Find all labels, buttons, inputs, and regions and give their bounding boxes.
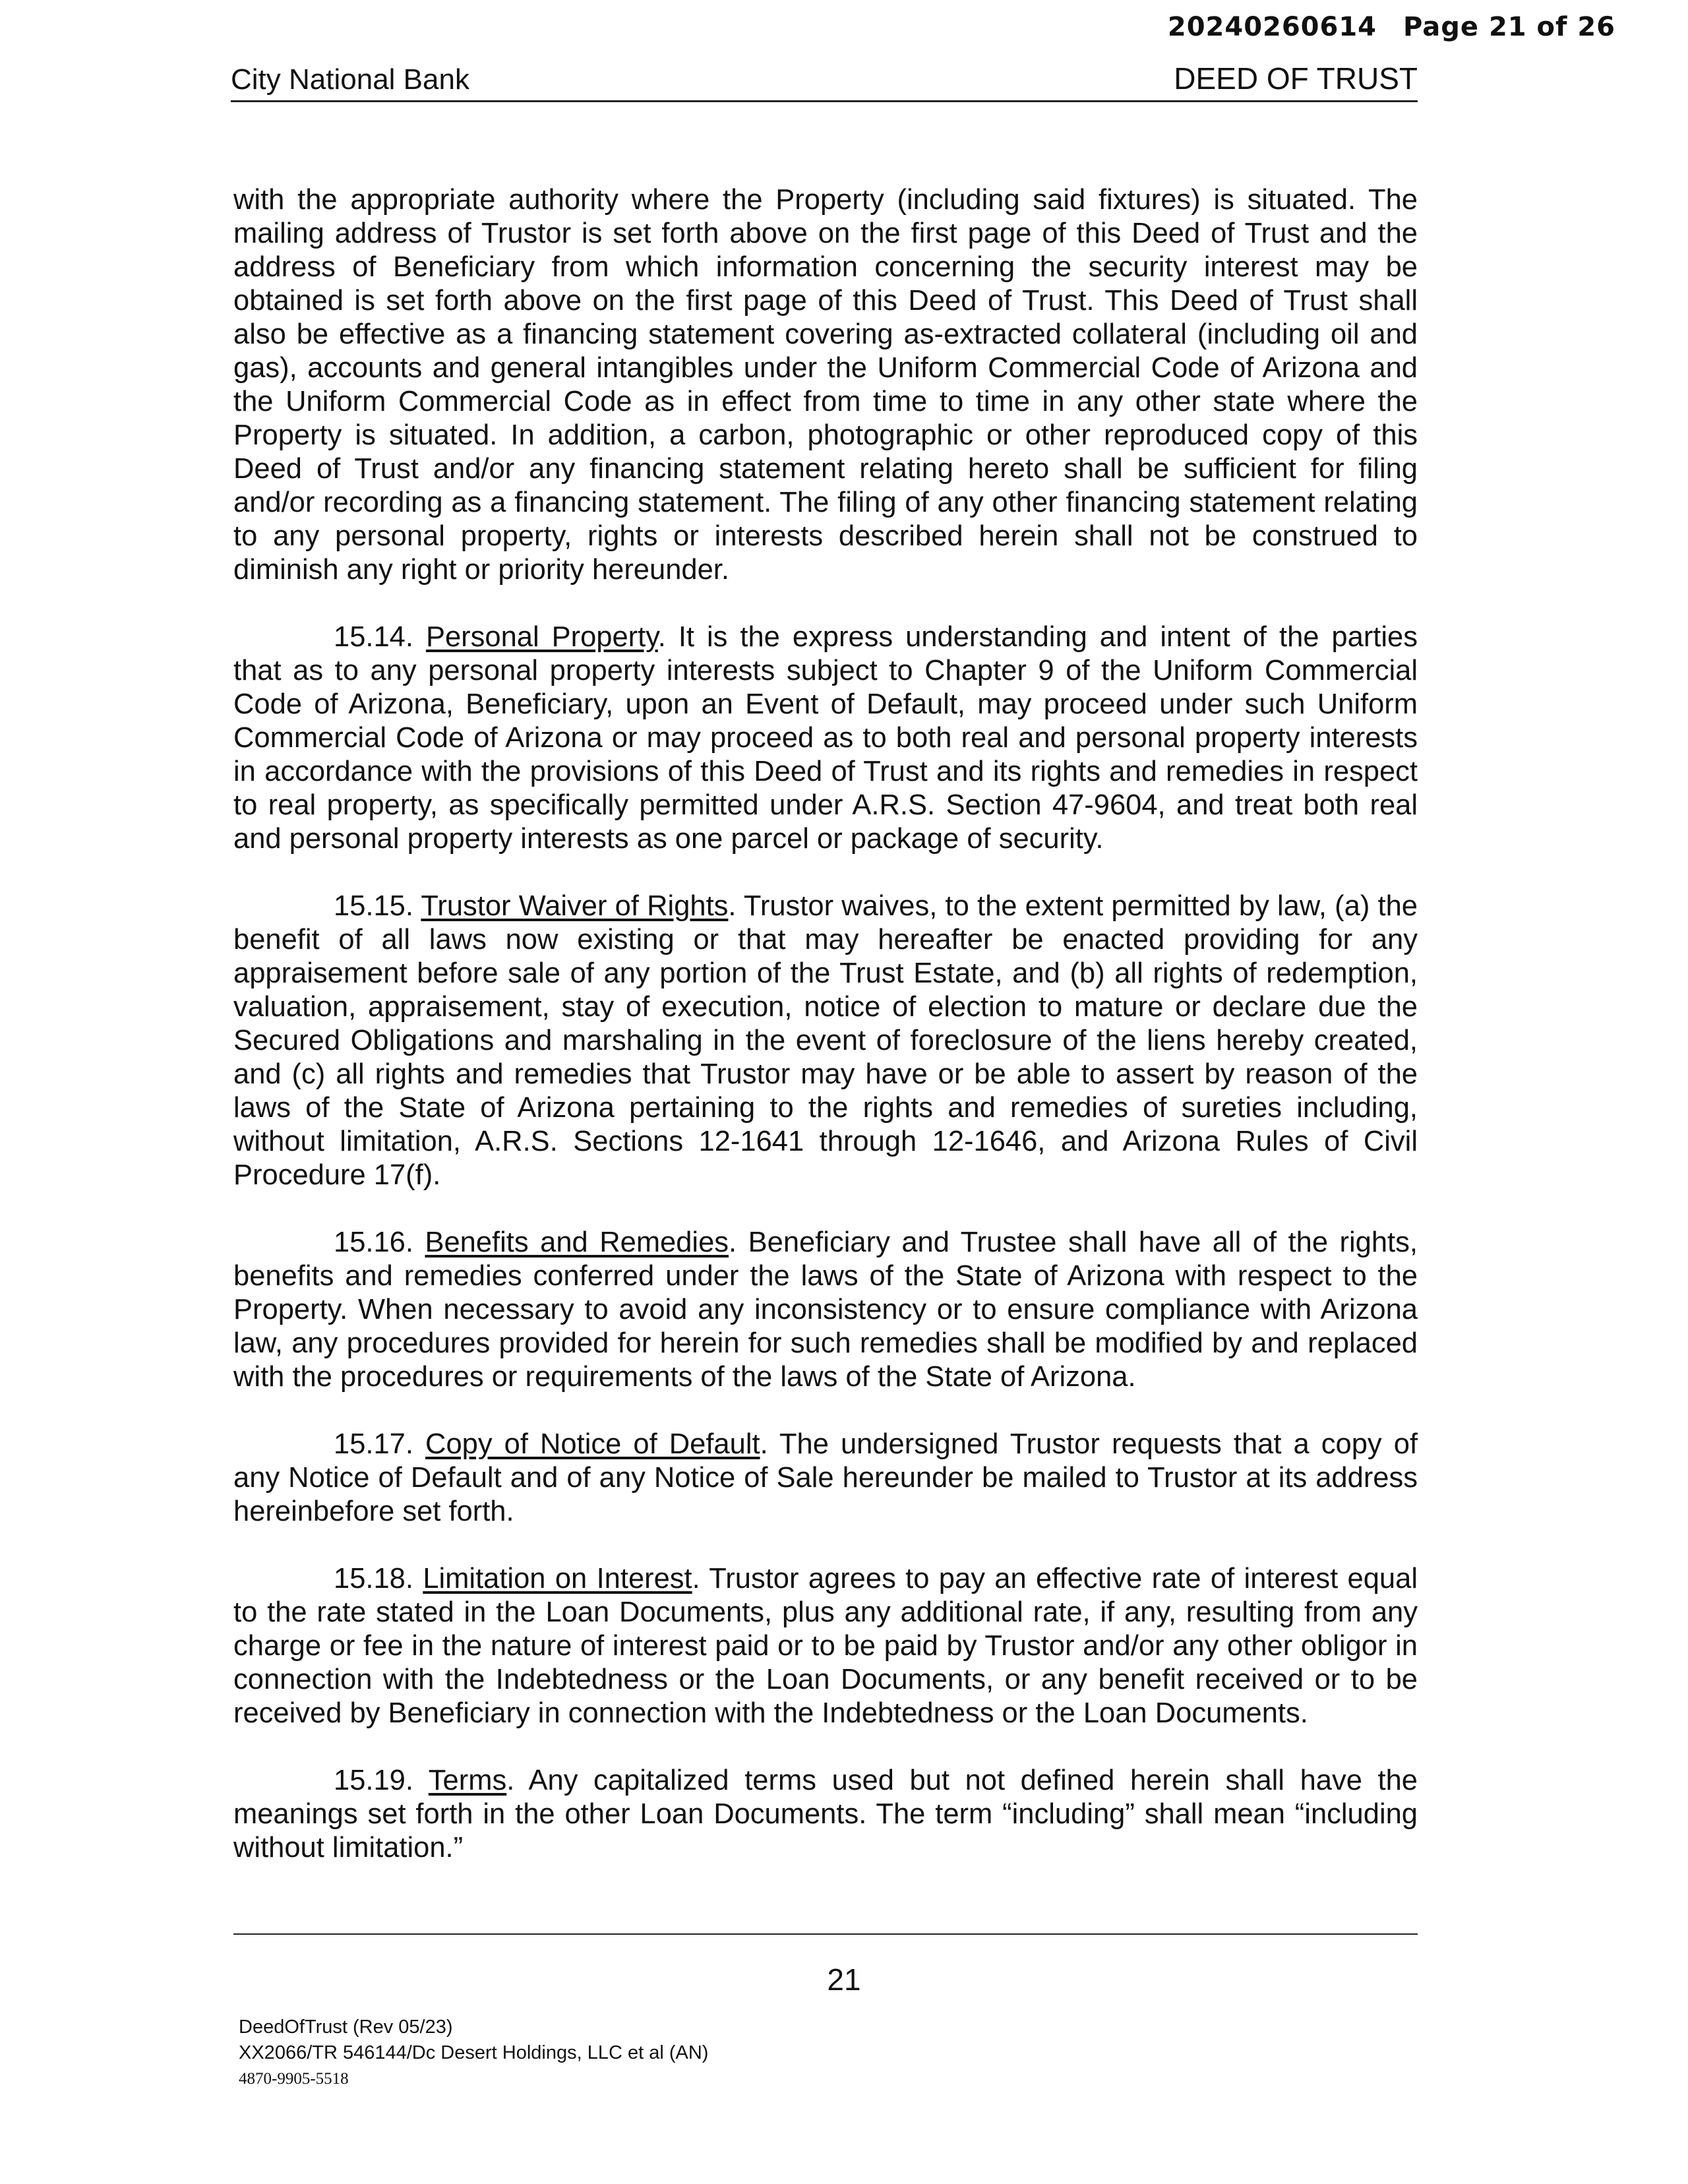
page-number: 21 [827, 1962, 861, 1997]
section-text: . Trustor waives, to the extent permitted by law, (a) the benefit of all laws now existing or that may hereafter be enacted providing for any appraisement before sale of any portion of the Trust Estate, and (b) all rights of redemption, valuation, appraisement, stay of execution, notice of election to mature or declare due the Secured Obligations and marshaling in the event of foreclosure of the liens hereby created, and (c) all rights and remedies that Trustor may have or be able to assert by reason of the laws of the State of Arizona pertaining to the rights and remedies of sureties including, without limitation, A.R.S. Sections 12-1641 through 12-1646, and Arizona Rules of Civil Procedure 17(f). [233, 890, 1418, 1191]
section-15-15 [233, 890, 1418, 1192]
section-text: . Beneficiary and Trustee shall have all of the rights, benefits and remedies conferred under the laws of the State of Arizona with respect to the Property. When necessary to avoid any inconsistency or to ensure compliance with Arizona law, any procedures provided for herein for such remedies shall be modified by and replaced with the procedures or requirements of the laws of the State of Arizona. [233, 1227, 1418, 1393]
recording-stamp [1168, 12, 1615, 42]
section-number: 15.15. [334, 890, 413, 922]
document-number: 4870-9905-5518 [239, 2070, 349, 2088]
section-title: Benefits and Remedies [425, 1227, 729, 1258]
footer-metadata [239, 2015, 708, 2092]
document-title: DEED OF TRUST [1174, 61, 1418, 96]
section-text: . The undersigned Trustor requests that a copy of any Notice of Default and of any Notice of Sale hereunder be mailed to Trustor at its address hereinbefore set forth. [233, 1428, 1418, 1527]
bank-name: City National Bank [231, 63, 469, 96]
section-15-17 [233, 1428, 1418, 1529]
continuation-paragraph: with the appropriate authority where the Property (including said fixtures) is situated. The mailing address of Trustor is set forth above on the first page of this Deed of Trust and the address of Beneficiary from which information concerning the security interest may be obtained is set forth above on the first page of this Deed of Trust. This Deed of Trust shall also be effective as a financing statement covering as-extracted collateral (including oil and gas), accounts and general intangibles under the Uniform Commercial Code of Arizona and the Uniform Commercial Code as in effect from time to time in any other state where the Property is situated. In addition, a carbon, photographic or other reproduced copy of this Deed of Trust and/or any financing statement relating hereto shall be sufficient for filing and/or recording as a financing statement. The filing of any other financing statement relating to any personal property, rights or interests described herein shall not be construed to diminish any right or priority hereunder. [233, 184, 1418, 586]
section-15-19 [233, 1764, 1418, 1865]
section-15-16 [233, 1226, 1418, 1394]
section-number: 15.14. [334, 621, 413, 653]
section-title: Terms [428, 1765, 507, 1796]
section-text: . Any capitalized terms used but not defined herein shall have the meanings set forth in the other Loan Documents. The term “including” shall mean “including without limitation.” [233, 1765, 1418, 1864]
document-body [233, 183, 1418, 1898]
section-number: 15.18. [334, 1563, 413, 1594]
page-of-count: Page 21 of 26 [1403, 12, 1615, 42]
section-15-14 [233, 621, 1418, 856]
page-header [231, 59, 1418, 102]
section-text: . It is the express understanding and intent of the parties that as to any personal property interests subject to Chapter 9 of the Uniform Commercial Code of Arizona, Beneficiary, upon an Event of Default, may proceed under such Uniform Commercial Code of Arizona or may proceed as to both real and personal property interests in accordance with the provisions of this Deed of Trust and its rights and remedies in respect to real property, as specifically permitted under A.R.S. Section 47-9604, and treat both real and personal property interests as one parcel or package of security. [233, 621, 1418, 855]
section-title: Copy of Notice of Default [425, 1428, 760, 1460]
section-title: Personal Property [425, 621, 658, 653]
section-number: 15.19. [334, 1765, 413, 1796]
recording-number: 20240260614 [1167, 12, 1377, 42]
section-text: . Trustor agrees to pay an effective rate of interest equal to the rate stated in the Loan Documents, plus any additional rate, if any, resulting from any charge or fee in the nature of interest paid or to be paid by Trustor and/or any other obligor in connection with the Indebtedness or the Loan Documents, or any benefit received or to be received by Beneficiary in connection with the Indebtedness or the Loan Documents. [233, 1563, 1418, 1729]
section-title: Limitation on Interest [423, 1563, 692, 1594]
section-15-18 [233, 1562, 1418, 1730]
footer-divider [233, 1933, 1418, 1935]
matter-reference: XX2066/TR 546144/Dc Desert Holdings, LLC et al (AN) [239, 2042, 709, 2063]
form-name: DeedOfTrust (Rev 05/23) [239, 2017, 453, 2038]
section-number: 15.17. [334, 1428, 413, 1460]
section-number: 15.16. [334, 1227, 413, 1258]
section-title: Trustor Waiver of Rights [421, 890, 729, 922]
